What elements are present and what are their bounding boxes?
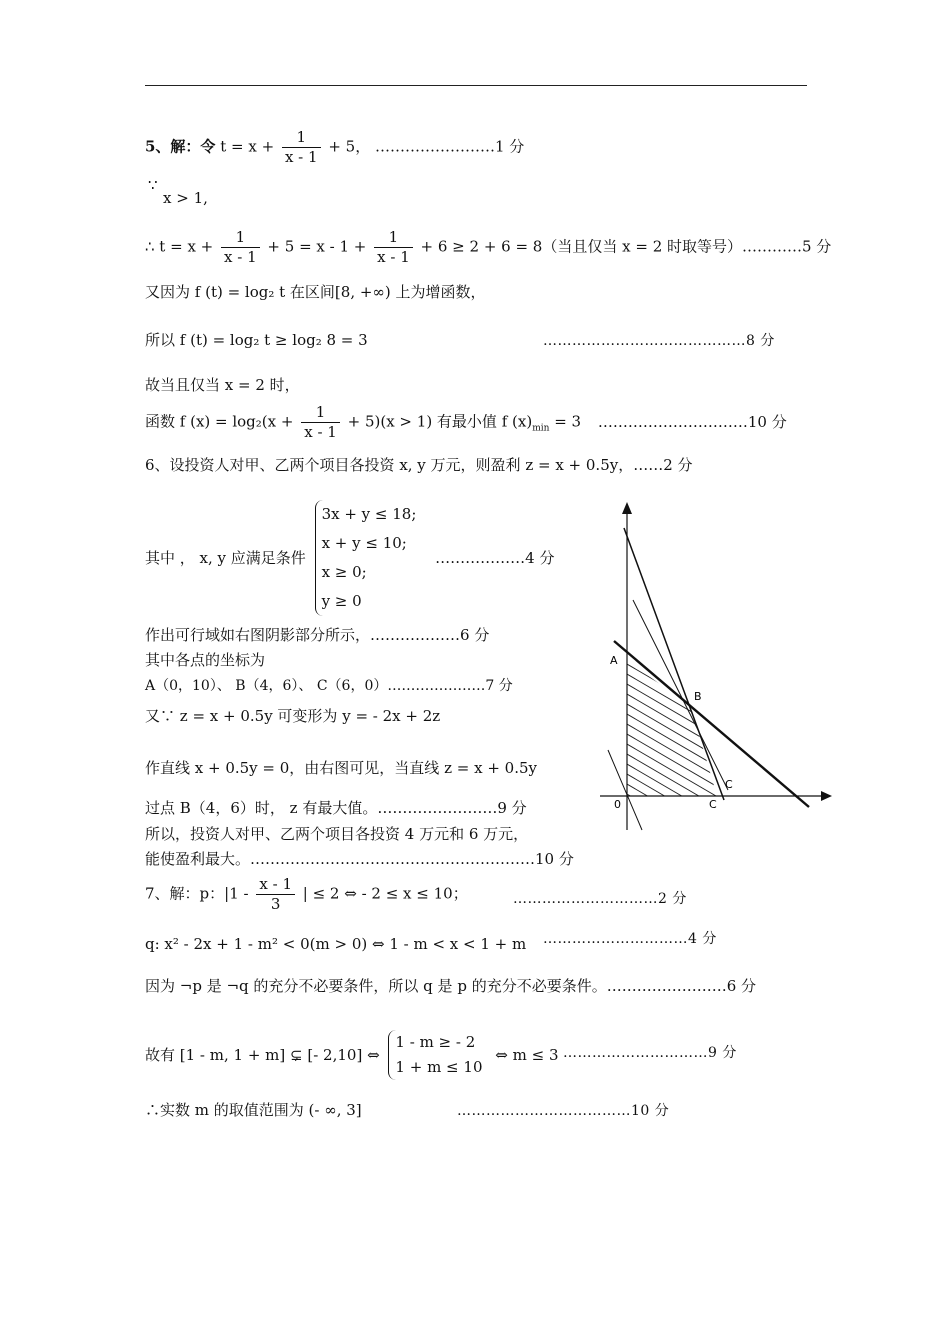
p6-line6: 又∵ z = x + 0.5y 可变形为 y = - 2x + 2z: [145, 707, 441, 725]
constraint-4: y ≥ 0: [321, 592, 362, 610]
score-dots: …………………………10 分: [597, 412, 787, 431]
p5-line6: 所以 f (t) = log₂ t ≥ log₂ 8 = 3: [145, 331, 368, 349]
p5-expr: t = x +: [220, 137, 275, 156]
p6-line3: 作出可行域如右图阴影部分所示，………………6 分: [145, 626, 490, 644]
p5-l4-c: + 6 ≥ 2 + 6 = 8（当且仅当 x = 2 时取等号）…………5 分: [420, 237, 832, 256]
point-c-axis-label: C: [709, 798, 717, 811]
score-dots: …………………………2 分: [513, 891, 687, 907]
p5-l8-sub: min: [532, 423, 550, 434]
p7-l4-a: 故有 [1 - m, 1 + m] ⊊ [- 2,10] ⇔: [145, 1046, 380, 1064]
constraint-system: [315, 500, 417, 616]
point-b-label: B: [694, 690, 702, 703]
p5-line7: 故当且仅当 x = 2 时，: [145, 376, 300, 394]
score-dots: ……………………1 分: [375, 137, 525, 156]
y-axis-arrow-icon: [622, 502, 632, 514]
frac-den: x - 1: [284, 148, 318, 166]
p5-l8-a: 函数 f (x) = log₂(x +: [145, 412, 294, 431]
p6-l2-a: 其中 ， x, y 应满足条件: [145, 549, 306, 567]
score-dots: …………………………9 分: [563, 1045, 737, 1061]
p5-label: 5、解：令: [145, 137, 216, 156]
frac-num: x - 1: [256, 875, 295, 895]
shaded-region: [620, 640, 740, 840]
p7-l4-b: ⇔ m ≤ 3: [495, 1046, 559, 1064]
p5-expr-tail: + 5，: [328, 137, 371, 156]
frac-num: 1: [374, 228, 413, 248]
m-condition-1: 1 - m ≥ - 2: [395, 1033, 476, 1051]
p5-line3: x > 1,: [163, 189, 208, 207]
p5-frac: [282, 128, 321, 167]
constraint-1: 3x + y ≤ 18;: [321, 505, 417, 523]
constraint-3: x ≥ 0;: [321, 563, 367, 581]
p6-line5: A（0，10）、 B（4，6）、 C（6，0）…………………7 分: [145, 678, 513, 694]
m-condition-2: 1 + m ≤ 10: [395, 1058, 483, 1076]
p6-line7: 作直线 x + 0.5y = 0，由右图可见，当直线 z = x + 0.5y: [145, 759, 537, 777]
p7-line2: q: x² - 2x + 1 - m² < 0(m > 0) ⇔ 1 - m < x < 1 + m: [145, 935, 527, 953]
p5-frac-3: [374, 228, 413, 267]
because-symbol: ∵: [148, 176, 158, 194]
origin-label: 0: [614, 798, 621, 811]
p7-line5: ∴实数 m 的取值范围为 (- ∞, 3]: [145, 1101, 362, 1119]
p5-frac-2: [221, 228, 260, 267]
frac-num: 1: [301, 403, 340, 423]
line-3x-plus-y-18: [624, 528, 724, 800]
p5-l8-b: + 5)(x > 1) 有最小值 f (x): [347, 412, 533, 431]
score-dots: …………………………4 分: [543, 931, 717, 947]
p7-line1: [145, 875, 468, 914]
constraint-2: x + y ≤ 10;: [321, 534, 407, 552]
p7-line3: 因为 ¬p 是 ¬q 的充分不必要条件，所以 q 是 p 的充分不必要条件。……………………6 分: [145, 977, 757, 995]
frac-den: x - 1: [224, 248, 257, 266]
frac-num: 1: [221, 228, 260, 248]
p5-frac-4: [301, 403, 340, 442]
point-a-label: A: [610, 654, 618, 667]
p5-l8-c: = 3: [549, 412, 582, 431]
score-dots: ………………4 分: [435, 549, 555, 567]
p7-frac: [256, 875, 295, 914]
header-rule: [145, 85, 807, 86]
p5-l4-b: + 5 = x - 1 +: [267, 237, 367, 256]
frac-num: 1: [282, 128, 321, 148]
m-condition-system: [388, 1030, 482, 1080]
score-dots: ………………………………10 分: [457, 1103, 670, 1119]
p6-line4: 其中各点的坐标为: [145, 651, 266, 669]
p7-l1-a: 7、解：p：|1 -: [145, 884, 249, 903]
p6-line2: [145, 500, 554, 616]
frac-den: x - 1: [377, 248, 410, 266]
p5-line1: [145, 128, 524, 167]
frac-den: 3: [270, 895, 281, 913]
p6-line9: 所以，投资人对甲、乙两个项目各投资 4 万元和 6 万元，: [145, 825, 529, 843]
p5-line5: 又因为 f (t) = log₂ t 在区间[8, +∞) 上为增函数，: [145, 283, 486, 301]
p6-line1: 6、设投资人对甲、乙两个项目各投资 x, y 万元，则盈利 z = x + 0.5y，……2 分: [145, 456, 693, 474]
line-objective-through-b: [633, 600, 728, 790]
feasible-region-graph: [600, 500, 840, 840]
frac-den: x - 1: [304, 423, 337, 441]
point-c-label: C: [725, 778, 733, 791]
p5-line8: [145, 403, 787, 442]
x-axis-arrow-icon: [821, 791, 832, 801]
p5-l4-a: ∴ t = x +: [145, 237, 214, 256]
p7-l1-b: | ≤ 2 ⇔ - 2 ≤ x ≤ 10；: [302, 884, 468, 903]
p6-line10: 能使盈利最大。…………………………………………………10 分: [145, 850, 574, 868]
score-dots: ……………………………………8 分: [543, 333, 775, 349]
p5-line4: [145, 228, 831, 267]
p6-line8: 过点 B（4，6）时， z 有最大值。……………………9 分: [145, 799, 527, 817]
p7-line4: [145, 1030, 559, 1080]
